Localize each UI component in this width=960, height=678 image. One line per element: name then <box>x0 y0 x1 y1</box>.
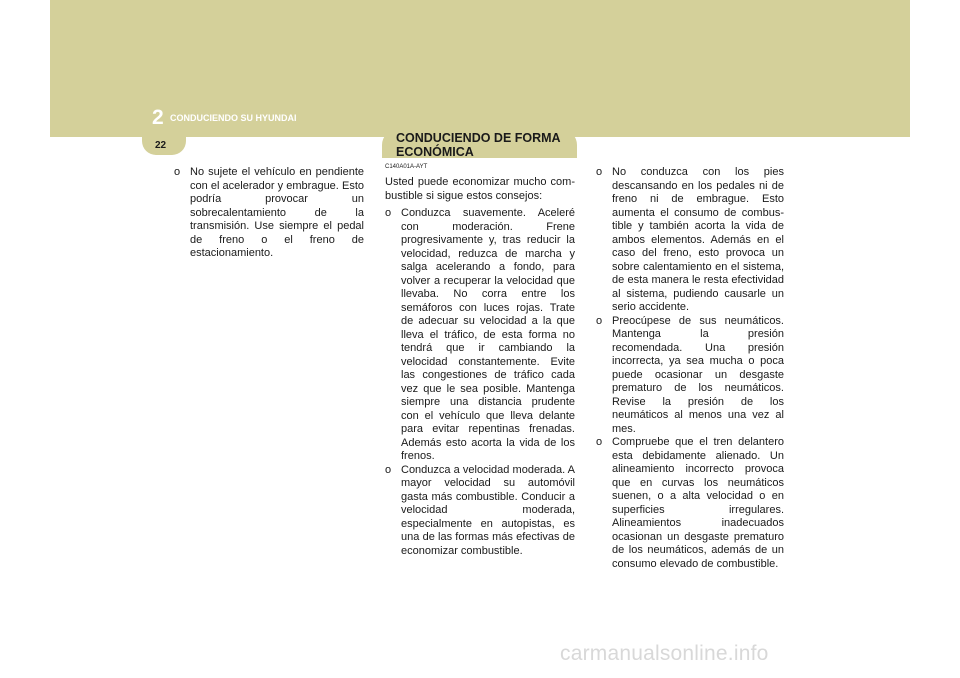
bullet-marker: o <box>174 166 181 178</box>
column-right <box>596 166 784 571</box>
section-title: CONDUCIENDO DE FORMA ECONÓMICA <box>396 131 561 159</box>
column-middle <box>385 163 575 558</box>
list-item <box>385 464 575 559</box>
list-item <box>174 166 364 261</box>
list-item <box>596 436 784 571</box>
bullet-marker: o <box>596 436 603 448</box>
chapter-number: 2 <box>152 106 164 129</box>
list-item <box>385 207 575 464</box>
watermark: carmanualsonline.info <box>560 642 769 665</box>
list-item-text: Preocúpese de sus neumáticos. Mantenga la presión recomendada. Una presión incorrecta, ya sea mucha o poca puede ocasionar un desgaste prematuro de los neumáticos. Revise la presión de los neumáticos al menos una vez al mes. <box>612 314 784 435</box>
section-code: C140A01A-AYT <box>385 164 428 170</box>
bullet-marker: o <box>385 207 392 219</box>
list-item <box>596 315 784 437</box>
section-intro: Usted puede economizar mucho com-bustible si sigue estos consejos: <box>385 176 575 202</box>
page-number: 22 <box>155 140 167 151</box>
list-item <box>596 166 784 315</box>
column-left <box>174 166 364 261</box>
chapter-title: CONDUCIENDO SU HYUNDAI <box>170 113 297 123</box>
list-item-text: No conduzca con los pies descansando en los pedales ni de freno ni de embrague. Esto aumenta el consumo de combus-tible y también acorta la vida de ambos elementos. Además en el caso del freno, esto provoca un sobre calentamiento en el sistema, de esta manera le resta efectividad al sistema, pudiendo causarle un serio accidente. <box>612 166 784 313</box>
list-item-text: Conduzca a velocidad moderada. A mayor velocidad su automóvil gasta más combustible. Conducir a velocidad moderada, especialmente en autopistas, es una de las formas más efectivas de economizar combustible. <box>401 463 575 557</box>
list-item-text: No sujete el vehículo en pendiente con el acelerador y embrague. Esto podría provocar un sobrecalentamiento de la transmisión. Use siempre el pedal de freno o el freno de estacionamiento. <box>190 166 364 259</box>
bullet-marker: o <box>596 166 603 178</box>
list-item-text: Compruebe que el tren delantero esta debidamente alienado. Un alineamiento incorrecto provoca que en curvas los neumáticos suenen, o a alta velocidad o en superficies irregulares. Alineamientos inadecuados ocasionan un desgaste prematuro de los neumáticos, además de un consumo elevado de combustible. <box>612 436 784 570</box>
bullet-marker: o <box>385 463 392 476</box>
bullet-marker: o <box>596 314 603 327</box>
list-item-text: Conduzca suavemente. Aceleré con moderación. Frene progresivamente y, tras reducir la velocidad, reduzca de marcha y salga acelerando a fondo, para volver a recuperar la velocidad que llevaba. No corra entre los semáforos con luces rojas. Trate de adecuar su velocidad a la que lleva el tráfico, de esta forma no tendrá que ir cambiando la velocidad constantemente. Evite las congestiones de tráfico cada vez que le sea posible. Mantenga siempre una distancia prudente con el vehículo que lleva delante para evitar repentinas frenadas. Además esto acorta la vida de los frenos. <box>401 207 575 462</box>
